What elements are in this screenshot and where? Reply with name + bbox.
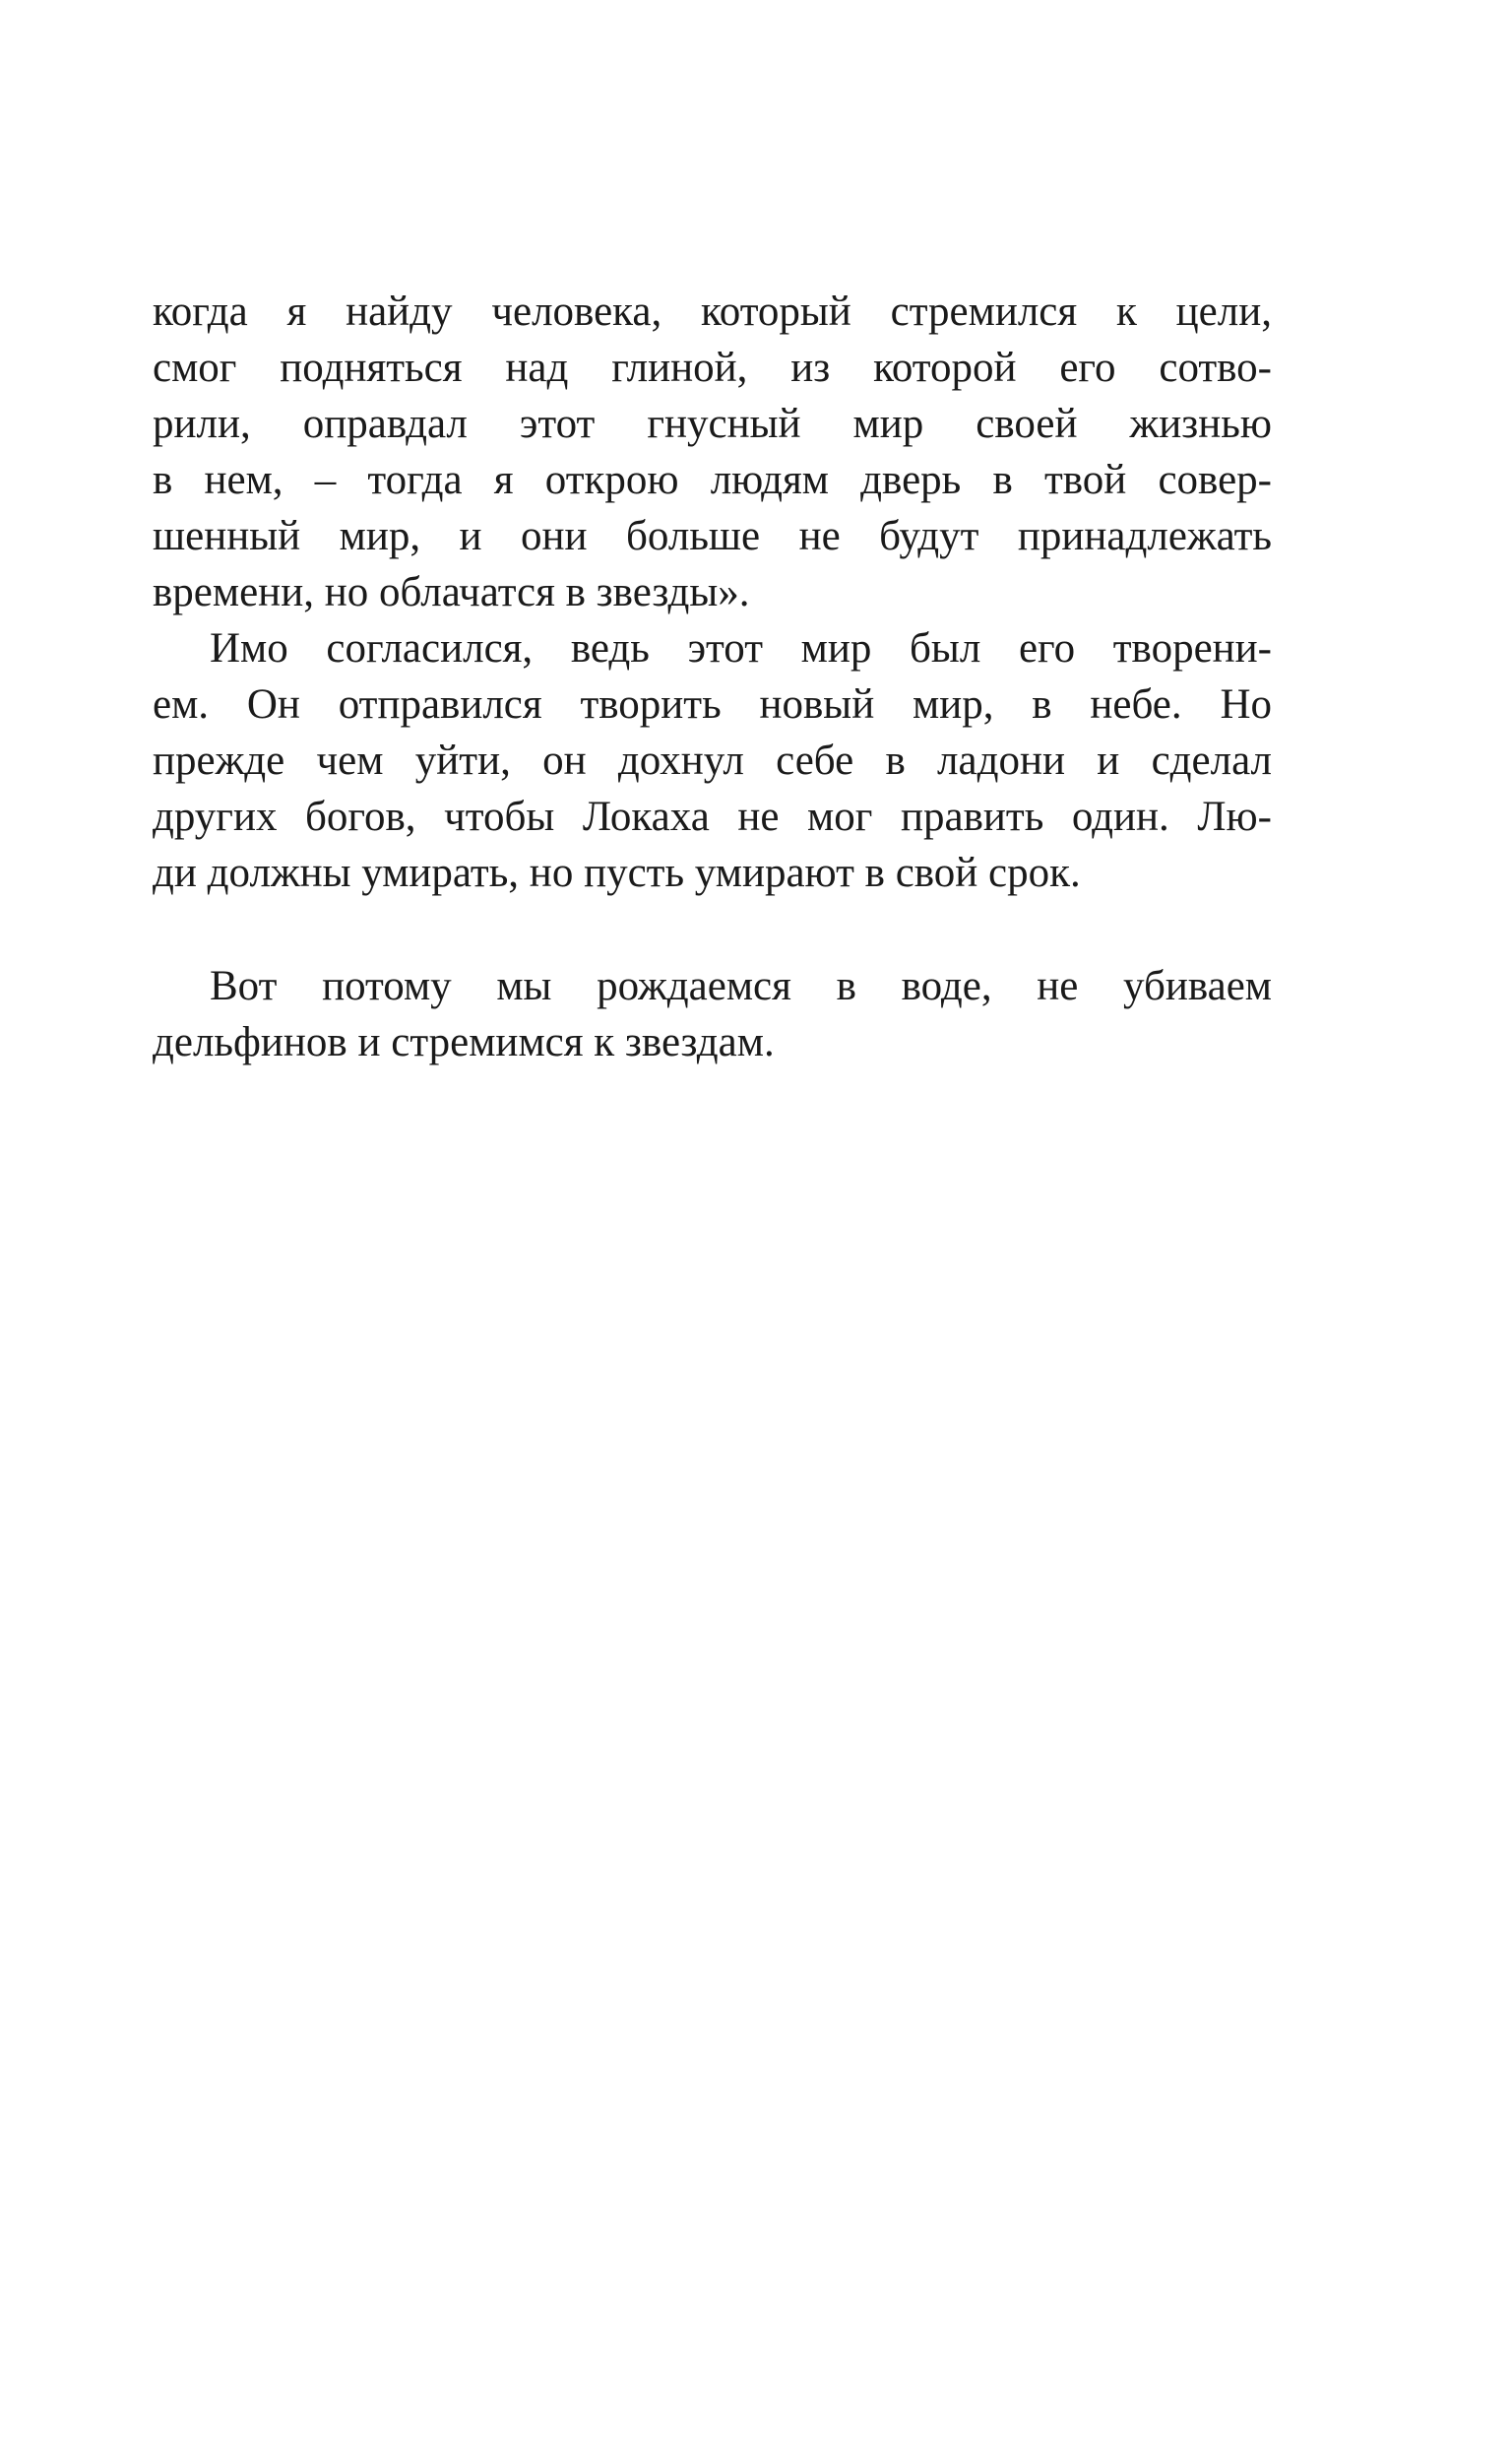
- page-body: [153, 284, 1272, 1070]
- text-line: рили, оправдал этот гнусный мир своей жизнью: [153, 401, 1272, 447]
- text-line: ди должны умирать, но пусть умирают в свой срок.: [153, 850, 1081, 896]
- text-line: ем. Он отправился творить новый мир, в небе. Но: [153, 681, 1272, 728]
- paragraph-1: [153, 284, 1272, 620]
- text-line: других богов, чтобы Локаха не мог править один. Лю-: [153, 794, 1272, 840]
- text-line: в нем, – тогда я открою людям дверь в твой совер-: [153, 457, 1272, 503]
- paragraph-3: [153, 958, 1272, 1070]
- paragraph-spacer: [153, 901, 1272, 958]
- text-line: Вот потому мы рождаемся в воде, не убиваем: [210, 963, 1272, 1009]
- text-line: Имо согласился, ведь этот мир был его творени-: [210, 625, 1272, 672]
- text-line: дельфинов и стремимся к звездам.: [153, 1019, 775, 1065]
- text-line: шенный мир, и они больше не будут принадлежать: [153, 513, 1272, 559]
- text-line: прежде чем уйти, он дохнул себе в ладони и сделал: [153, 738, 1272, 784]
- paragraph-2: [153, 620, 1272, 901]
- text-line: когда я найду человека, который стремился к цели,: [153, 289, 1272, 335]
- text-line: смог подняться над глиной, из которой его сотво-: [153, 345, 1272, 391]
- text-line: времени, но облачатся в звезды».: [153, 569, 750, 615]
